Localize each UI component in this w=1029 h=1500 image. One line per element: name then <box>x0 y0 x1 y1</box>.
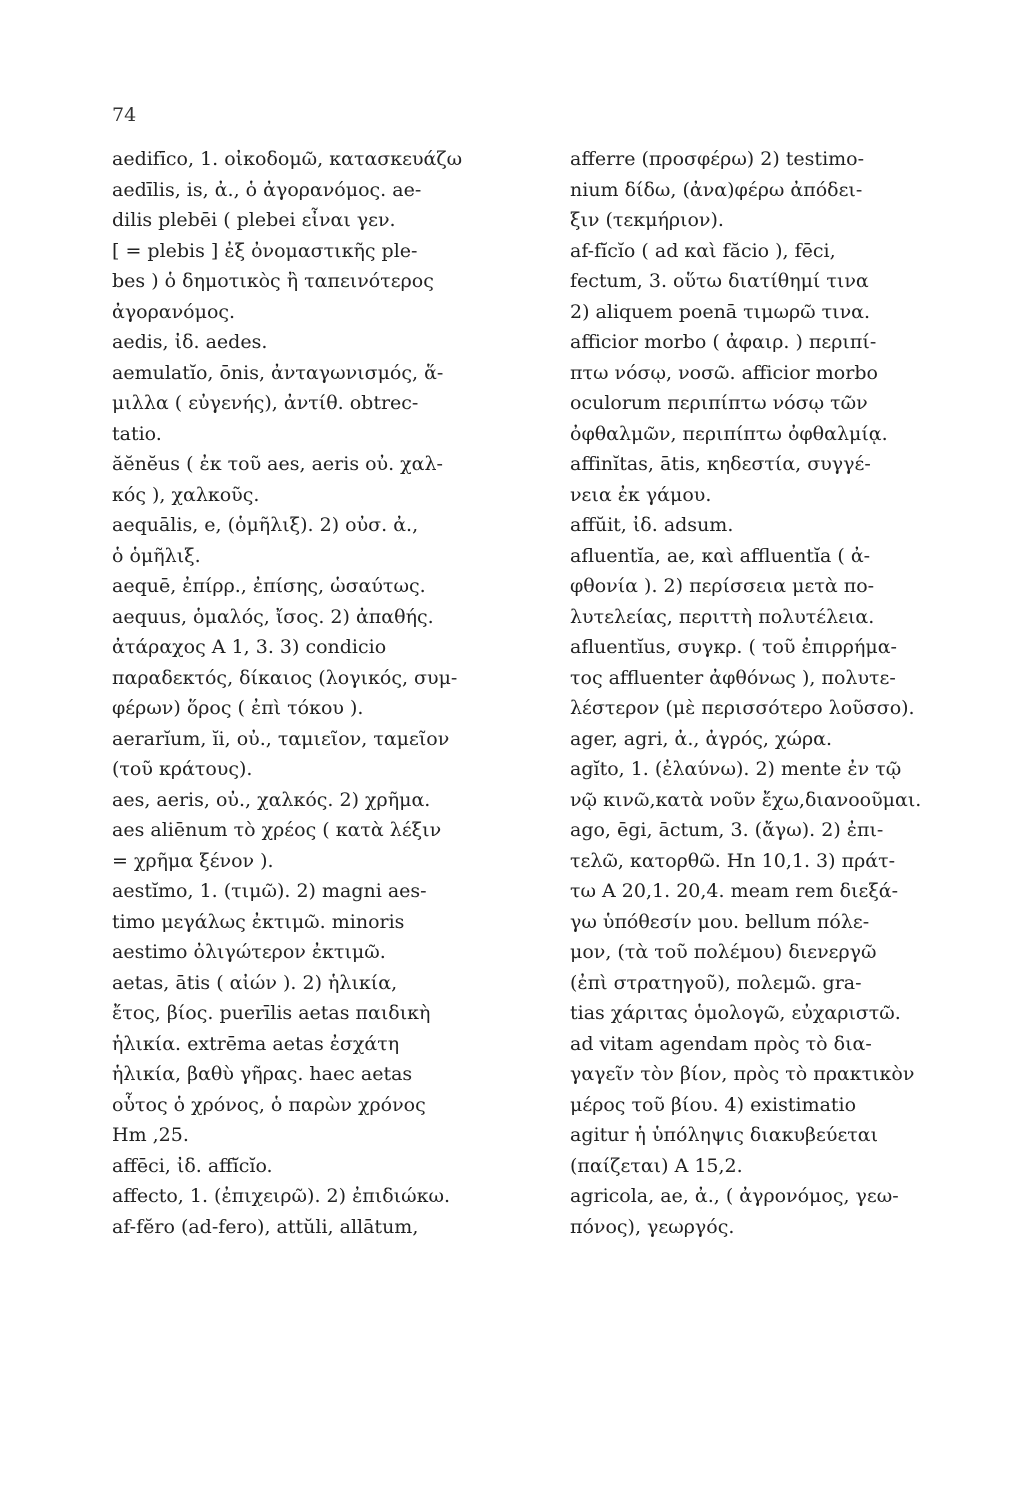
dictionary-line: ad vitam agendam πρὸς τὸ δια- <box>570 1032 872 1055</box>
left-column <box>112 144 550 1242</box>
dictionary-line: ξιν (τεκμήριον). <box>570 209 724 231</box>
dictionary-line: aes, aeris, οὐ., χαλκός. 2) χρῆμα. <box>112 788 431 811</box>
dictionary-line: νῷ κινῶ,κατὰ νοῦν ἔχω,διανοοῦμαι. <box>570 788 922 811</box>
dictionary-line: ὀφθαλμῶν, περιπίπτω ὀφθαλμίᾳ. <box>570 422 888 445</box>
dictionary-line: oculorum περιπίπτω νόσῳ τῶν <box>570 392 868 414</box>
dictionary-line: ὁ ὁμῆλιξ. <box>112 544 201 567</box>
dictionary-line: τος affluenter ἀφθόνως ), πολυτε- <box>570 666 896 689</box>
dictionary-line: aestimo ὀλιγώτερον ἐκτιμῶ. <box>112 941 386 963</box>
dictionary-line: affēci, ἰδ. affĭcĭo. <box>112 1154 273 1177</box>
dictionary-line: λυτελείας, περιττὴ πολυτέλεια. <box>570 605 875 628</box>
dictionary-line: (ἐπὶ στρατηγοῦ), πολεμῶ. gra- <box>570 971 862 994</box>
dictionary-line: nium δίδω, (ἀνα)φέρω ἀπόδει- <box>570 178 863 201</box>
dictionary-line: = χρῆμα ξένον ). <box>112 849 274 872</box>
dictionary-line: affŭit, ἰδ. adsum. <box>570 514 734 536</box>
dictionary-line: (παίζεται) Α 15,2. <box>570 1154 743 1177</box>
dictionary-line: πτω νόσῳ, νοσῶ. afficior morbo <box>570 361 878 384</box>
dictionary-line: τελῶ, κατορθῶ. Hn 10,1. 3) πράτ- <box>570 849 895 872</box>
dictionary-line: fectum, 3. οὕτω διατίθημί τινα <box>570 270 869 292</box>
dictionary-line: aemulatĭo, ōnis, ἀνταγωνισμός, ἅ- <box>112 361 444 384</box>
dictionary-line: aedīlis, is, ἀ., ὁ ἀγορανόμος. ae- <box>112 178 422 201</box>
dictionary-line: ăĕnĕus ( ἐκ τοῦ aes, aeris οὐ. χαλ- <box>112 453 443 475</box>
dictionary-line: (τοῦ κράτους). <box>112 758 253 780</box>
dictionary-line: timo μεγάλως ἐκτιμῶ. minoris <box>112 910 405 933</box>
dictionary-line: af-fĭcĭo ( ad καὶ făcio ), fēci, <box>570 239 836 262</box>
dictionary-line: νεια ἐκ γάμου. <box>570 483 712 506</box>
dictionary-line: ago, ēgi, āctum, 3. (ἄγω). 2) ἐπι- <box>570 819 884 841</box>
dictionary-line: ἀτάραχος Α 1, 3. 3) condicio <box>112 636 387 658</box>
dictionary-line: agricola, ae, ἀ., ( ἀγρονόμος, γεω- <box>570 1185 899 1207</box>
dictionary-line: aes aliēnum τὸ χρέος ( κατὰ λέξιν <box>112 819 442 841</box>
dictionary-line: tatio. <box>112 422 162 445</box>
dictionary-line: bes ) ὁ δημοτικὸς ἢ ταπεινότερος <box>112 270 434 292</box>
right-column <box>570 144 990 1242</box>
dictionary-line: tias χάριτας ὁμολογῶ, εὐχαριστῶ. <box>570 1002 901 1024</box>
dictionary-line: agitur ἡ ὑπόληψις διακυβεύεται <box>570 1124 879 1146</box>
dictionary-line: aetas, ātis ( αἰών ). 2) ἡλικία, <box>112 971 398 994</box>
dictionary-line: affecto, 1. (ἐπιχειρῶ). 2) ἐπιδιώκω. <box>112 1185 451 1207</box>
page-number: 74 <box>112 104 137 126</box>
dictionary-line: afluentĭa, ae, καὶ affluentĭa ( ἀ- <box>570 544 871 567</box>
dictionary-line: aequus, ὁμαλός, ἴσος. 2) ἀπαθής. <box>112 605 434 628</box>
dictionary-line: γω ὑπόθεσίν μου. bellum πόλε- <box>570 910 870 933</box>
dictionary-line: aequē, ἐπίρρ., ἐπίσης, ὡσαύτως. <box>112 575 426 597</box>
dictionary-line: agĭto, 1. (ἐλαύνω). 2) mente ἐν τῷ <box>570 758 902 780</box>
dictionary-line: af-fĕro (ad-fero), attŭli, allātum, <box>112 1215 419 1238</box>
dictionary-line: μέρος τοῦ βίου. 4) existimatio <box>570 1093 857 1116</box>
dictionary-line: τω Α 20,1. 20,4. meam rem διεξά- <box>570 880 899 902</box>
dictionary-line: aedis, ἰδ. aedes. <box>112 331 268 353</box>
dictionary-line: afficior morbo ( ἀφαιρ. ) περιπί- <box>570 331 877 353</box>
dictionary-line: afluentĭus, συγκρ. ( τοῦ ἐπιρρήμα- <box>570 636 897 658</box>
dictionary-line: dilis plebēi ( plebei εἶναι γεν. <box>112 209 396 231</box>
dictionary-line: ἡλικία. extrēma aetas ἐσχάτη <box>112 1032 400 1055</box>
dictionary-line: λέστερον (μὲ περισσότερο λοῦσσο). <box>570 697 915 719</box>
dictionary-line: ἡλικία, βαθὺ γῆρας. haec aetas <box>112 1063 413 1085</box>
dictionary-line: πόνος), γεωργός. <box>570 1215 735 1238</box>
dictionary-line: φέρων) ὅρος ( ἐπὶ τόκου ). <box>112 697 364 719</box>
dictionary-line: οὗτος ὁ χρόνος, ὁ παρὼν χρόνος <box>112 1093 426 1116</box>
dictionary-line: ἀγορανόμος. <box>112 300 236 323</box>
dictionary-line: κός ), χαλκοῦς. <box>112 483 260 506</box>
dictionary-line: [ = plebis ] ἐξ ὀνομαστικῆς ple- <box>112 239 418 262</box>
dictionary-line: affinĭtas, ātis, κηδεστία, συγγέ- <box>570 453 871 475</box>
dictionary-line: aerarĭum, ĭi, οὐ., ταμιεῖον, ταμεῖον <box>112 727 450 750</box>
dictionary-line: παραδεκτός, δίκαιος (λογικός, συμ- <box>112 666 458 689</box>
dictionary-line: afferre (προσφέρω) 2) testimo- <box>570 148 865 170</box>
dictionary-line: μιλλα ( εὐγενής), ἀντίθ. obtrec- <box>112 392 419 414</box>
dictionary-line: φθονία ). 2) περίσσεια μετὰ πο- <box>570 575 875 597</box>
dictionary-line: aestĭmo, 1. (τιμῶ). 2) magni aes- <box>112 880 427 902</box>
dictionary-line: μον, (τὰ τοῦ πολέμου) διενεργῶ <box>570 941 877 963</box>
dictionary-line: aedifīco, 1. οἰκοδομῶ, κατασκευάζω <box>112 148 463 170</box>
dictionary-line: 2) aliquem poenā τιμωρῶ τινα. <box>570 300 871 323</box>
dictionary-line: Hm ,25. <box>112 1124 189 1146</box>
dictionary-line: aequālis, e, (ὁμῆλιξ). 2) οὐσ. ἀ., <box>112 514 419 536</box>
dictionary-line: ager, agri, ἀ., ἀγρός, χώρα. <box>570 727 833 750</box>
dictionary-line: ἔτος, βίος. puerīlis aetas παιδικὴ <box>112 1002 431 1024</box>
dictionary-line: γαγεῖν τὸν βίον, πρὸς τὸ πρακτικὸν <box>570 1063 915 1085</box>
